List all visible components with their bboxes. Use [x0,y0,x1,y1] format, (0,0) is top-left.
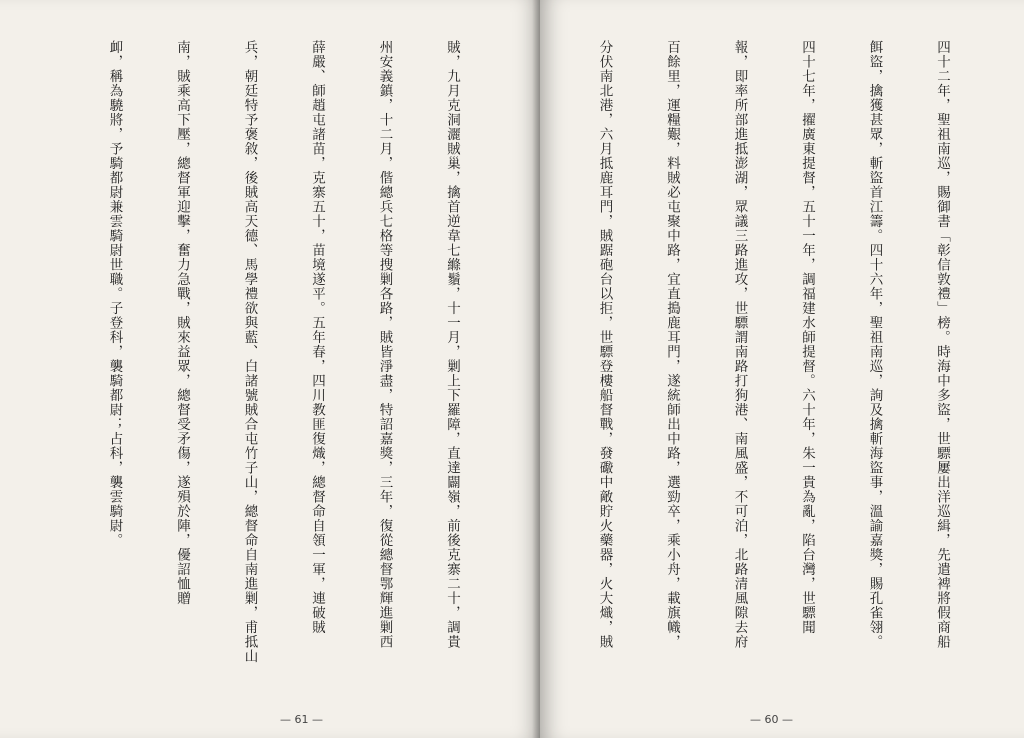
text-column: 賊，九月克洞灑賊巢，擒首逆韋七縧鬚，十一月，剿上下羅障，直達闢嶺，前後克寨二十，調貴 [444,40,460,649]
text-column: 四十七年，擢廣東提督，五十一年，調福建水師提督。六十年，朱一貴為亂，陷台灣，世驃聞 [799,40,815,635]
text-column: 卹，稱為驍將，予騎都尉兼雲騎尉世職。子登科，襲騎都尉；占科，襲雲騎尉。 [106,40,123,548]
text-column: 南，賊乘高下壓，總督軍迎擊，奮力急戰，賊來益眾，總督受矛傷，遂殞於陣，優詔恤贈 [174,40,190,606]
text-column: 薛嚴、師趙屯諸苗，克寨五十，苗境遂平。五年春，四川教匪復熾，總督命自領一軍，連破賊 [309,40,325,635]
left-page-text [40,40,508,680]
page-number: — 61 — [280,713,323,726]
text-column: 分伏南北港，六月抵鹿耳門，賊踞砲台以拒，世驃登樓船督戰，發礮中敵貯火藥器，火大熾，賊 [596,40,613,649]
page-number: — 60 — [750,713,793,726]
right-page-text [558,40,998,680]
text-column: 四十二年，聖祖南巡，賜御書「彰信敦禮」榜。時海中多盜，世驃屢出洋巡緝，先遣裨將假商船 [934,40,950,649]
text-column: 報，即率所部進抵澎湖，眾議三路進攻，世驃謂南路打狗港、南風盛，不可泊，北路清風隙去府 [731,40,748,649]
text-column: 餌盜，擒獲甚眾，斬盜首江籌。四十六年，聖祖南巡，詢及擒斬海盜事，溫諭嘉獎，賜孔雀翎。 [866,40,883,649]
text-column: 百餘里，運糧艱，料賊必屯聚中路，宜直搗鹿耳門，遂統師出中路，選勁卒，乘小舟，載旗幟， [664,40,680,649]
text-column: 州安義鎮，十二月，偕總兵七格等搜剿各路，賊皆淨盡，特詔嘉獎，三年，復從總督鄂輝進剿西 [376,40,393,649]
right-page [540,0,1024,738]
text-column: 兵，朝廷特予褒敘，後賊高天德、馬學禮欲與藍、白諸號賊合屯竹子山，總督命自南進剿，甫抵山 [241,40,258,664]
